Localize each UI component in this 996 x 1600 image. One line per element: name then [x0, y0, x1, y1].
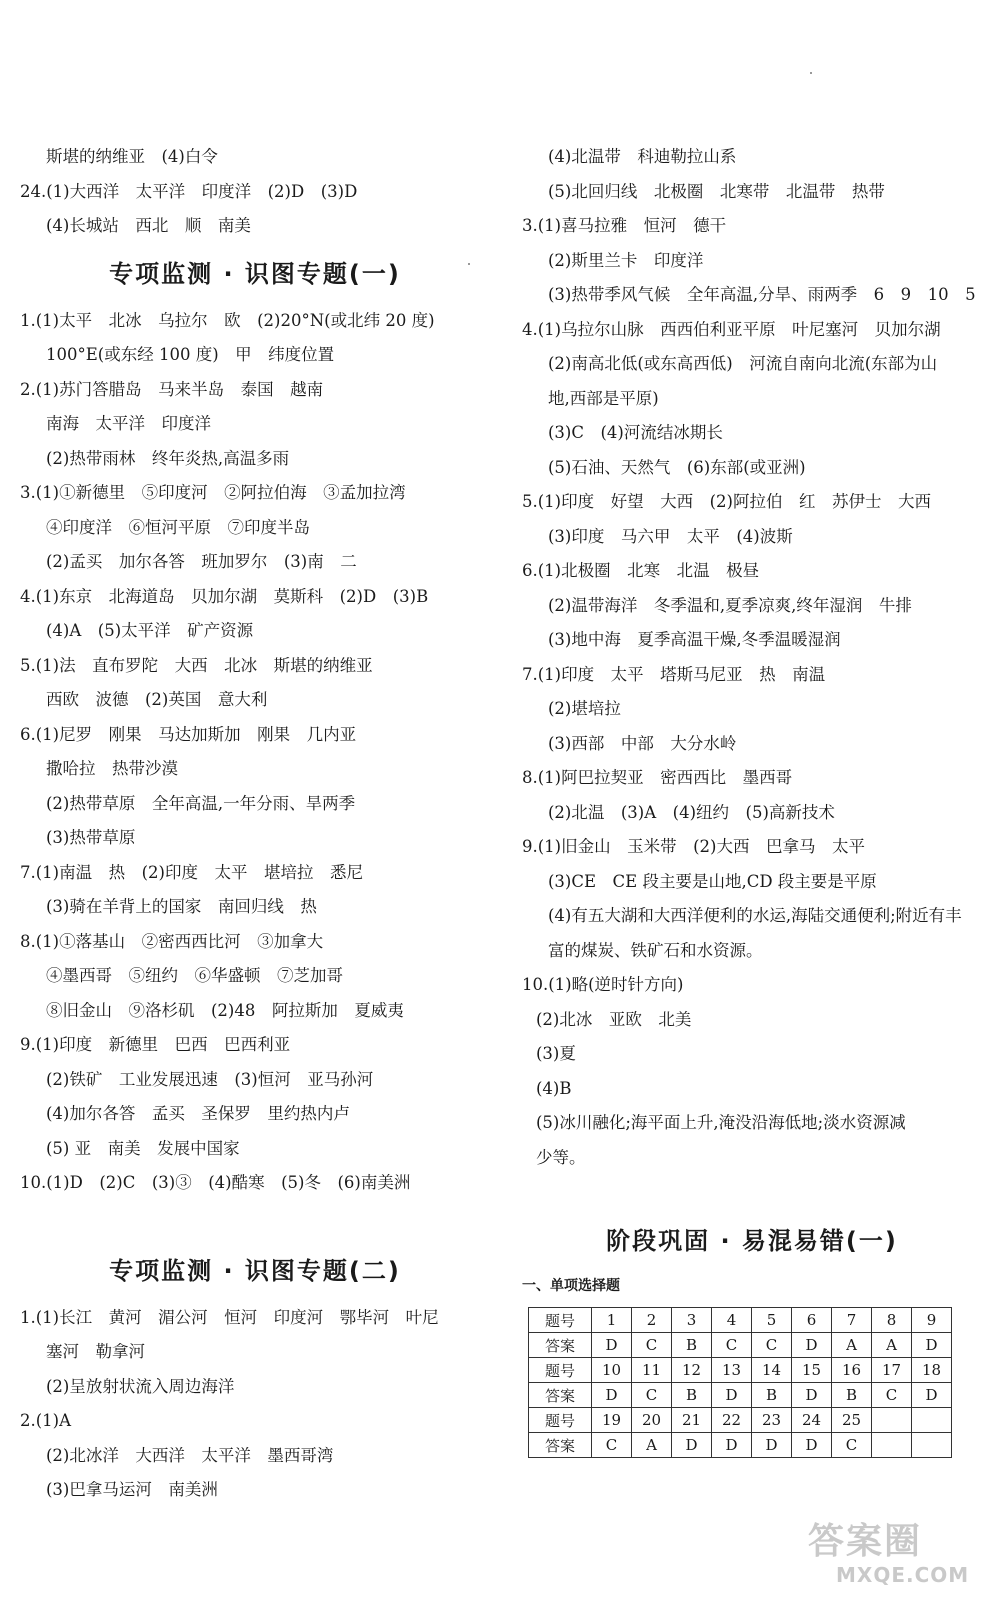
table-cell: C	[872, 1383, 912, 1408]
table-cell: 11	[632, 1358, 672, 1383]
answer-line: 3.(1)喜马拉雅 恒河 德干	[522, 216, 727, 235]
answer-line: (4)B	[536, 1078, 572, 1098]
answer-line: 斯堪的纳维亚 (4)白令	[46, 147, 218, 166]
row-header-cell: 答案	[529, 1433, 592, 1458]
table-row	[529, 1358, 952, 1383]
table-cell: C	[752, 1333, 792, 1358]
table-cell: D	[592, 1333, 632, 1358]
table-cell: D	[792, 1333, 832, 1358]
answer-line: (2)呈放射状流入周边海洋	[46, 1376, 235, 1396]
table-cell: 20	[632, 1408, 672, 1433]
answer-line: 24.(1)大西洋 太平洋 印度洋 (2)D (3)D	[20, 181, 358, 201]
answer-line: ⑧旧金山 ⑨洛杉矶 (2)48 阿拉斯加 夏威夷	[46, 1000, 404, 1020]
answer-line: (3)CE CE 段主要是山地,CD 段主要是平原	[548, 871, 877, 891]
row-header-cell: 答案	[529, 1333, 592, 1358]
table-row	[529, 1408, 952, 1433]
answer-line: (4)加尔各答 孟买 圣保罗 里约热内卢	[46, 1104, 350, 1123]
table-cell: C	[712, 1333, 752, 1358]
continued-answers	[20, 140, 490, 244]
answer-line: (4)A (5)太平洋 矿产资源	[46, 621, 254, 640]
table-cell: 15	[792, 1358, 832, 1383]
answer-table	[528, 1307, 952, 1458]
answer-line: (3)热带草原	[46, 828, 136, 847]
table-cell: D	[712, 1433, 752, 1458]
answer-line: (2)斯里兰卡 印度洋	[548, 250, 704, 270]
table-cell: 19	[592, 1408, 632, 1433]
row-header-cell: 题号	[529, 1408, 592, 1433]
table-cell: D	[592, 1383, 632, 1408]
table-cell: 7	[832, 1308, 872, 1333]
table-cell: A	[832, 1333, 872, 1358]
table-cell: 5	[752, 1308, 792, 1333]
table-cell: B	[672, 1333, 712, 1358]
answer-line: (2)北冰 亚欧 北美	[536, 1009, 692, 1029]
answer-line: (2)堪培拉	[548, 699, 621, 718]
answer-line: 富的煤炭、铁矿石和水资源。	[548, 940, 763, 960]
answer-line: 地,西部是平原)	[548, 388, 659, 408]
answer-line: 7.(1)南温 热 (2)印度 太平 堪培拉 悉尼	[20, 862, 363, 882]
answer-line: 3.(1)①新德里 ⑤印度河 ②阿拉伯海 ③孟加拉湾	[20, 483, 406, 502]
answer-line: (5)北回归线 北极圈 北寒带 北温带 热带	[548, 181, 885, 201]
table-cell: 18	[912, 1358, 952, 1383]
table-cell: 6	[792, 1308, 832, 1333]
table-cell: 8	[872, 1308, 912, 1333]
answer-line: (3)热带季风气候 全年高温,分旱、雨两季 6 9 10 5	[548, 285, 976, 304]
speck	[810, 72, 812, 74]
table-cell: 25	[832, 1408, 872, 1433]
left-column	[20, 140, 490, 1508]
answer-line: 9.(1)旧金山 玉米带 (2)大西 巴拿马 太平	[522, 837, 865, 856]
answer-line: 4.(1)乌拉尔山脉 西西伯利亚平原 叶尼塞河 贝加尔湖	[522, 319, 941, 339]
table-cell: 3	[672, 1308, 712, 1333]
table-cell: D	[792, 1383, 832, 1408]
answer-line: ④墨西哥 ⑤纽约 ⑥华盛顿 ⑦芝加哥	[46, 966, 343, 985]
table-row	[529, 1333, 952, 1358]
answer-line: 6.(1)尼罗 刚果 马达加斯加 刚果 几内亚	[20, 724, 357, 744]
answer-line: (5) 亚 南美 发展中国家	[46, 1138, 240, 1158]
answer-line: (3)巴拿马运河 南美洲	[46, 1480, 218, 1499]
answer-line: 6.(1)北极圈 北寒 北温 极昼	[522, 561, 760, 580]
table-cell	[912, 1433, 952, 1458]
table-cell: C	[632, 1333, 672, 1358]
answer-line: (2)铁矿 工业发展迅速 (3)恒河 亚马孙河	[46, 1069, 374, 1089]
answer-line: (3)地中海 夏季高温干燥,冬季温暖湿润	[548, 630, 841, 649]
answer-line: 2.(1)A	[20, 1411, 72, 1430]
answer-line: (2)热带草原 全年高温,一年分雨、旱两季	[46, 793, 356, 813]
table-cell: 21	[672, 1408, 712, 1433]
right-column	[522, 140, 982, 1458]
row-header-cell: 题号	[529, 1358, 592, 1383]
answer-line: 10.(1)D (2)C (3)③ (4)酷寒 (5)冬 (6)南美洲	[20, 1173, 411, 1192]
answer-line: (4)长城站 西北 顺 南美	[46, 216, 251, 235]
table-cell: 2	[632, 1308, 672, 1333]
watermark-url: MXQE.COM	[836, 1563, 970, 1587]
answer-line: (2)北冰洋 大西洋 太平洋 墨西哥湾	[46, 1445, 334, 1465]
table-cell: 17	[872, 1358, 912, 1383]
answer-line: (2)温带海洋 冬季温和,夏季凉爽,终年湿润 牛排	[548, 595, 912, 615]
answer-line: (5)石油、天然气 (6)东部(或亚洲)	[548, 457, 806, 477]
table-cell: D	[912, 1383, 952, 1408]
section-title-consolidation: 阶段巩固 · 易混易错(一)	[606, 1227, 898, 1255]
answer-line: 2.(1)苏门答腊岛 马来半岛 泰国 越南	[20, 379, 324, 399]
table-row	[529, 1308, 952, 1333]
answer-line: 8.(1)阿巴拉契亚 密西西比 墨西哥	[522, 768, 793, 787]
table-cell: D	[752, 1433, 792, 1458]
table-cell: C	[832, 1433, 872, 1458]
table-cell: 24	[792, 1408, 832, 1433]
section-gap	[522, 1175, 982, 1211]
answer-line: (2)孟买 加尔各答 班加罗尔 (3)南 二	[46, 552, 357, 571]
answer-line: 9.(1)印度 新德里 巴西 巴西利亚	[20, 1035, 291, 1054]
row-header-cell: 答案	[529, 1383, 592, 1408]
answer-line: 100°E(或东经 100 度) 甲 纬度位置	[46, 345, 335, 364]
table-cell: 16	[832, 1358, 872, 1383]
table-row	[529, 1383, 952, 1408]
table-cell: C	[592, 1433, 632, 1458]
answer-line: (2)北温 (3)A (4)纽约 (5)高新技术	[548, 802, 835, 822]
answer-line: 少等。	[536, 1147, 586, 1167]
table-cell: 4	[712, 1308, 752, 1333]
table-row	[529, 1433, 952, 1458]
watermark-text: 答案圈	[808, 1521, 923, 1562]
answer-line: 西欧 波德 (2)英国 意大利	[46, 690, 268, 709]
section-gap	[20, 1201, 490, 1241]
answer-line: ④印度洋 ⑥恒河平原 ⑦印度半岛	[46, 517, 310, 537]
table-cell: D	[792, 1433, 832, 1458]
table-cell: 12	[672, 1358, 712, 1383]
answer-line: 7.(1)印度 太平 塔斯马尼亚 热 南温	[522, 664, 826, 684]
table-cell: B	[832, 1383, 872, 1408]
answer-line: (2)热带雨林 终年炎热,高温多雨	[46, 448, 290, 468]
subsection-title: 一、单项选择题	[522, 1278, 620, 1294]
answer-line: (3)骑在羊背上的国家 南回归线 热	[46, 897, 317, 916]
answer-line: (5)冰川融化;海平面上升,淹没沿海低地;淡水资源减	[536, 1113, 906, 1132]
answer-line: 10.(1)略(逆时针方向)	[522, 975, 684, 994]
answer-line: 4.(1)东京 北海道岛 贝加尔湖 莫斯科 (2)D (3)B	[20, 586, 429, 606]
table-cell: 1	[592, 1308, 632, 1333]
watermark-logo	[808, 1522, 978, 1592]
table-cell: B	[672, 1383, 712, 1408]
table-cell	[872, 1408, 912, 1433]
table-cell: 9	[912, 1308, 952, 1333]
table-cell: B	[752, 1383, 792, 1408]
table-cell: D	[712, 1383, 752, 1408]
answer-line: 5.(1)法 直布罗陀 大西 北冰 斯堪的纳维亚	[20, 655, 373, 675]
answer-line: 1.(1)长江 黄河 湄公河 恒河 印度河 鄂毕河 叶尼	[20, 1307, 439, 1327]
answer-line: (3)西部 中部 大分水岭	[548, 733, 737, 753]
answer-line: 撒哈拉 热带沙漠	[46, 759, 178, 778]
table-cell: 13	[712, 1358, 752, 1383]
speck	[468, 263, 470, 265]
answer-line: 塞河 勒拿河	[46, 1342, 145, 1361]
answer-line: 1.(1)太平 北冰 乌拉尔 欧 (2)20°N(或北纬 20 度)	[20, 310, 435, 330]
table-cell: D	[672, 1433, 712, 1458]
section-title-map-topic-1: 专项监测 · 识图专题(一)	[109, 259, 401, 288]
answer-line: (3)印度 马六甲 太平 (4)波斯	[548, 526, 793, 546]
answer-line: 南海 太平洋 印度洋	[46, 414, 211, 433]
answer-line: 5.(1)印度 好望 大西 (2)阿拉伯 红 苏伊士 大西	[522, 492, 931, 511]
table-cell: A	[632, 1433, 672, 1458]
table-cell: 10	[592, 1358, 632, 1383]
row-header-cell: 题号	[529, 1308, 592, 1333]
answer-line: (3)C (4)河流结冰期长	[548, 423, 723, 442]
answer-line: 8.(1)①落基山 ②密西西比河 ③加拿大	[20, 931, 324, 951]
table-cell: A	[872, 1333, 912, 1358]
table-cell: 23	[752, 1408, 792, 1433]
answer-line: (4)北温带 科迪勒拉山系	[548, 147, 737, 166]
answer-line: (4)有五大湖和大西洋便利的水运,海陆交通便利;附近有丰	[548, 906, 962, 925]
section-2-answers	[20, 1301, 490, 1508]
table-cell: 22	[712, 1408, 752, 1433]
answer-line: (3)夏	[536, 1044, 576, 1063]
section-1-answers	[20, 304, 490, 1201]
table-cell: 14	[752, 1358, 792, 1383]
table-cell: C	[632, 1383, 672, 1408]
table-cell	[912, 1408, 952, 1433]
table-cell	[872, 1433, 912, 1458]
table-cell: D	[912, 1333, 952, 1358]
right-answers	[522, 140, 982, 1175]
answer-line: (2)南高北低(或东高西低) 河流自南向北流(东部为山	[548, 354, 938, 373]
section-title-map-topic-2: 专项监测 · 识图专题(二)	[109, 1256, 401, 1285]
